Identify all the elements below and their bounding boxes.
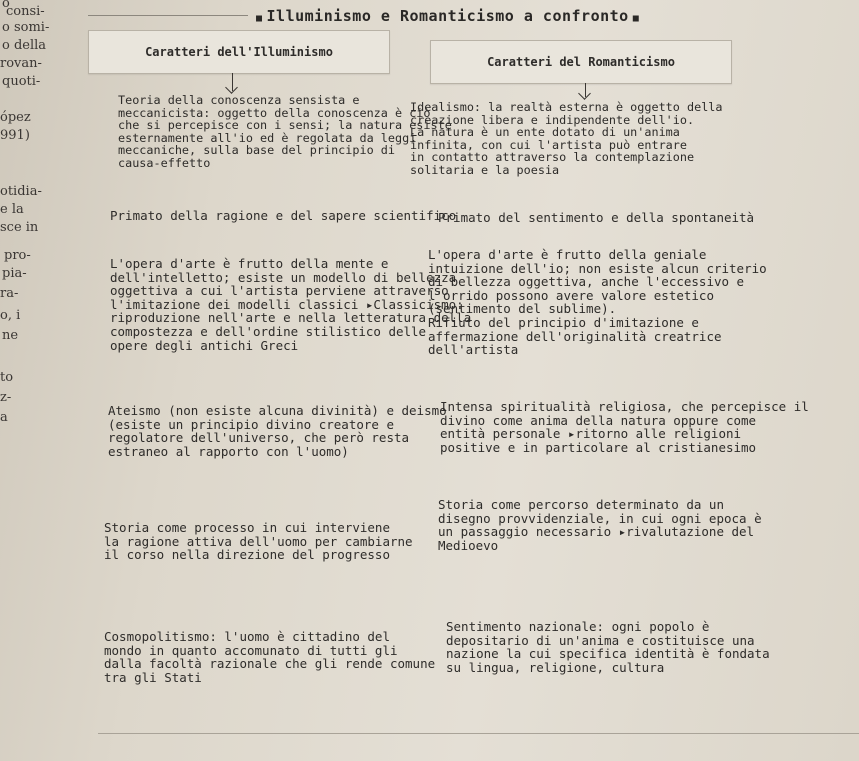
arrow-down-icon xyxy=(585,83,586,97)
row-5-left: Storia come processo in cui interviene la ragione attiva dell'uomo per cambiarne il corso nella direzione del progresso xyxy=(104,520,413,563)
margin-fragment: consi- xyxy=(6,4,45,19)
margin-fragment: to xyxy=(0,370,14,385)
row-6-left: Cosmopolitismo: l'uomo è cittadino del mondo in quanto accomunato di tutti gli dalla facoltà razionale che gli rende comune tra gli Stati xyxy=(104,629,436,685)
bottom-rule xyxy=(98,733,859,734)
margin-fragment: quoti- xyxy=(2,74,41,89)
margin-fragment: a xyxy=(0,410,8,425)
header-right: Caratteri del Romanticismo xyxy=(430,40,732,84)
row-2-right: Primato del sentimento e della spontaneità xyxy=(438,210,755,225)
margin-fragment: o xyxy=(2,0,10,11)
margin-fragment: o, i xyxy=(0,308,21,323)
row-3-right: L'opera d'arte è frutto della geniale intuizione dell'io; non esiste alcun criterio di bellezza oggettiva, anche l'eccessivo e l'orrido possono avere valore estetico (sentimento del sublime). Rifiuto del principio d'imitazione e affermazione dell'originalità creatrice dell'artista xyxy=(428,247,767,358)
margin-fragment: pro- xyxy=(4,248,31,263)
page-title: ■ Illuminismo e Romanticismo a confronto ■ xyxy=(256,7,640,25)
title-rule-left xyxy=(88,15,248,16)
margin-fragment: pia- xyxy=(2,266,27,281)
margin-fragment: sce in xyxy=(0,220,39,235)
margin-fragment: rovan- xyxy=(0,56,42,71)
margin-fragment: ra- xyxy=(0,286,19,301)
row-6-right: Sentimento nazionale: ogni popolo è depositario di un'anima e costituisce una nazione la cui specifica identità è fondata su lingua, religione, cultura xyxy=(446,619,770,675)
margin-fragment: o della xyxy=(2,38,47,53)
row-1-left: Teoria della conoscenza sensista e meccanicista: oggetto della conoscenza è ciò che si percepisce con i sensi; la natura esiste esternamente all'io ed è regolata da leggi meccaniche, sulla base del principio di causa-effetto xyxy=(118,93,452,170)
header-left: Caratteri dell'Illuminismo xyxy=(88,30,390,74)
margin-fragment: z- xyxy=(0,390,12,405)
row-1-right: Idealismo: la realtà esterna è oggetto della creazione libera e indipendente dell'io. La natura è un ente dotato di un'anima infinita, con cui l'artista può entrare in contatto attraverso la contemplazione solitaria e la poesia xyxy=(410,100,723,177)
margin-fragment: otidia- xyxy=(0,184,42,199)
margin-fragment: o somi- xyxy=(2,20,50,35)
row-4-left: Ateismo (non esiste alcuna divinità) e deismo (esiste un principio divino creatore e regolatore dell'universo, che però resta estraneo al rapporto con l'uomo) xyxy=(108,403,447,459)
row-4-right: Intensa spiritualità religiosa, che percepisce il divino come anima della natura oppure come entità personale ▸ritorno alle religioni positive e in particolare al cristianesimo xyxy=(440,399,809,455)
row-2-left: Primato della ragione e del sapere scientifico xyxy=(110,208,457,223)
margin-fragment: ne xyxy=(2,328,19,343)
margin-fragment: 991) xyxy=(0,128,30,143)
margin-fragment: e la xyxy=(0,202,24,217)
arrow-down-icon xyxy=(232,73,233,91)
row-3-left: L'opera d'arte è frutto della mente e dell'intelletto; esiste un modello di bellezza oggettiva a cui l'artista perviene attraverso l'imitazione dei modelli classici ▸Classicismo: riproduzione nell'arte e nella letteratura della compostezza e dell'ordine stilistico delle opere degli antichi Greci xyxy=(110,256,472,353)
margin-fragment: ópez xyxy=(0,110,31,125)
row-5-right: Storia come percorso determinato da un disegno provvidenziale, in cui ogni epoca è un passaggio necessario ▸rivalutazione del Medioevo xyxy=(438,497,762,553)
